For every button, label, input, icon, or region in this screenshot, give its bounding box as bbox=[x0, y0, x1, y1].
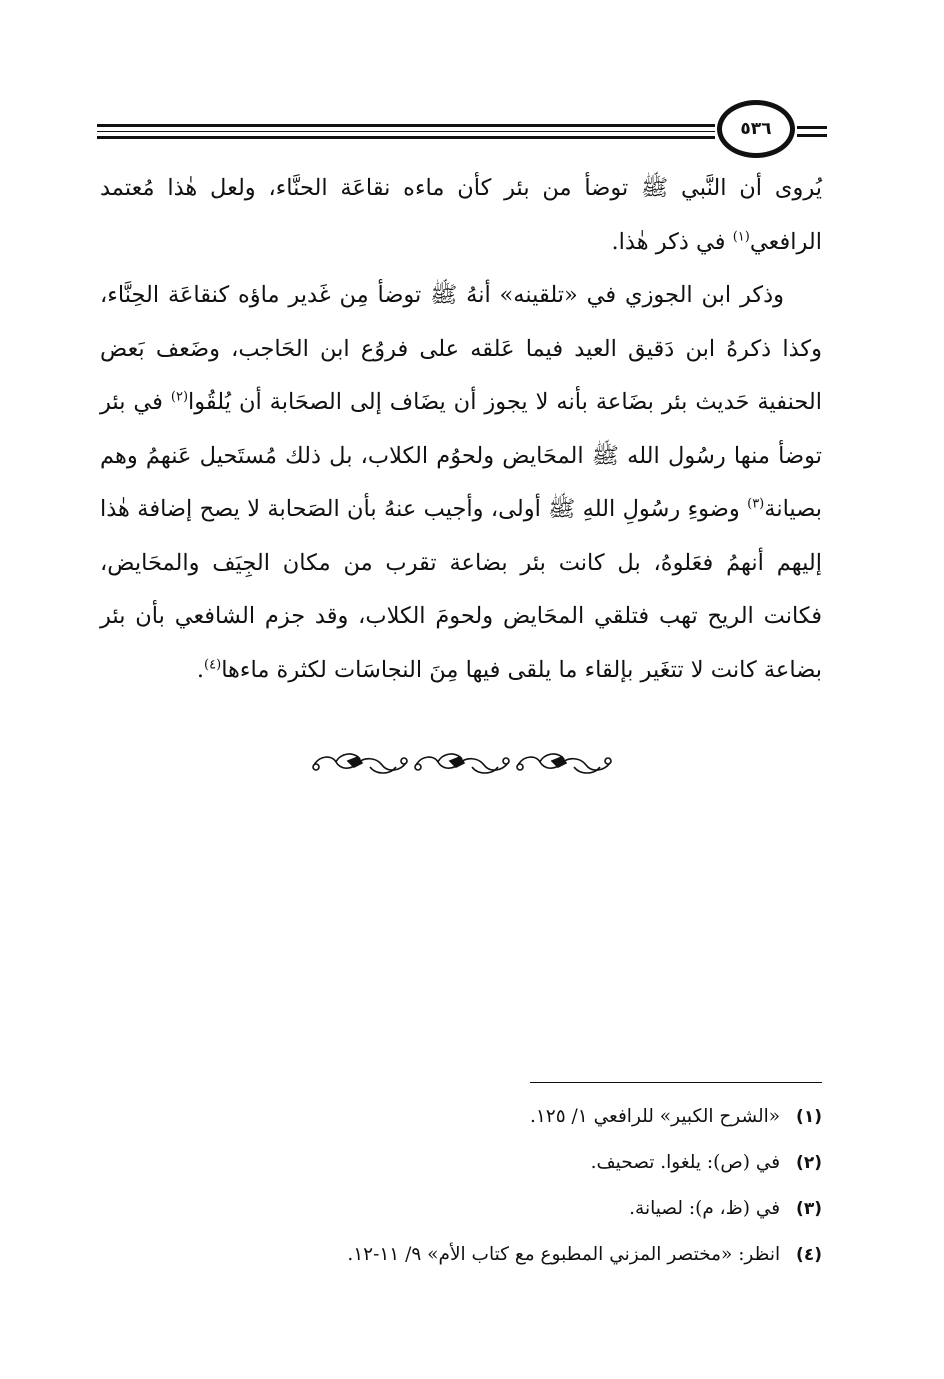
footnote-text: «الشرح الكبير» للرافعي ١/ ١٢٥. bbox=[529, 1106, 781, 1127]
decorative-divider-icon bbox=[310, 747, 614, 777]
footnote-ref: (٢) bbox=[170, 389, 189, 405]
footnote bbox=[180, 1140, 822, 1186]
paragraph bbox=[100, 269, 822, 697]
page-number: ٥٣٦ bbox=[740, 119, 772, 139]
footnote-text: انظر: «مختصر المزني المطبوع مع كتاب الأم» ٩/ ١١-١٢. bbox=[347, 1244, 781, 1265]
footnote-ref: (١) bbox=[732, 229, 750, 244]
page-header bbox=[97, 98, 827, 162]
footnote bbox=[180, 1186, 822, 1232]
footnote-separator bbox=[530, 1082, 822, 1083]
text-run: يُروى أن النَّبي ﷺ توضأ من بئر كأن ماءه نقاعَة الحنَّاء، ولعل هٰذا مُعتمد الرافعي bbox=[100, 175, 822, 255]
header-rule-tail bbox=[797, 134, 827, 137]
main-text bbox=[100, 162, 822, 697]
header-rule bbox=[97, 136, 715, 139]
footnote bbox=[180, 1232, 822, 1278]
footnotes bbox=[180, 1094, 822, 1278]
footnote-ref: (٣) bbox=[747, 496, 765, 512]
header-rule bbox=[97, 124, 715, 127]
text-run: في بئر توضأ منها رسُول الله ﷺ المحَايض ولحوُم الكلاب، بل ذلك مُستَحيل عَنهمُ وهم بصيانة bbox=[100, 389, 822, 522]
footnote-number: (٢) bbox=[796, 1153, 822, 1173]
text-run: وضوءِ رسُولِ اللهِ ﷺ أولى، وأجيب عنهُ بأن الصَحابة لا يصح إضافة هٰذا إليهم أنهمُ فعَلوهُ، بل كانت بئر بضاعة تقرب من مكان الجِيَف والمحَايض، فكانت الريح تهب فتلقي المحَايض ولحومَ الكلاب، وقد جزم الشافعي بأن بئر بضاعة كانت لا تتغَير بإلقاء ما يلقى فيها مِنَ النجاسَات لكثرة ماءها bbox=[100, 496, 822, 683]
text-run: وذكر ابن الجوزي في «تلقينه» أنهُ ﷺ توضأ مِن غَدير ماؤه كنقاعَة الحِنَّاء، وكذا ذكرهُ ابن دَقيق العيد فيما عَلقه على فروُع ابن الحَاجب، وضَعف بَعض الحنفية حَديث بئر بضَاعة بأنه لا يجوز أن يضَاف إلى الصحَابة أن يُلقُوا bbox=[100, 282, 823, 415]
footnote-ref: (٤) bbox=[204, 657, 222, 672]
header-rule-tail bbox=[797, 126, 827, 129]
header-rule bbox=[97, 131, 715, 132]
footnote-number: (١) bbox=[796, 1107, 822, 1127]
text-run: . bbox=[196, 656, 205, 683]
footnote-number: (٣) bbox=[796, 1199, 822, 1219]
footnote-text: في (ظ، م): لصيانة. bbox=[629, 1198, 781, 1219]
paragraph bbox=[100, 162, 822, 269]
footnote-number: (٤) bbox=[796, 1245, 822, 1265]
footnote bbox=[180, 1094, 822, 1140]
text-run: في ذكر هٰذا. bbox=[611, 228, 733, 255]
footnote-text: في (ص): يلغوا. تصحيف. bbox=[590, 1152, 781, 1173]
page-number-badge bbox=[717, 100, 795, 158]
